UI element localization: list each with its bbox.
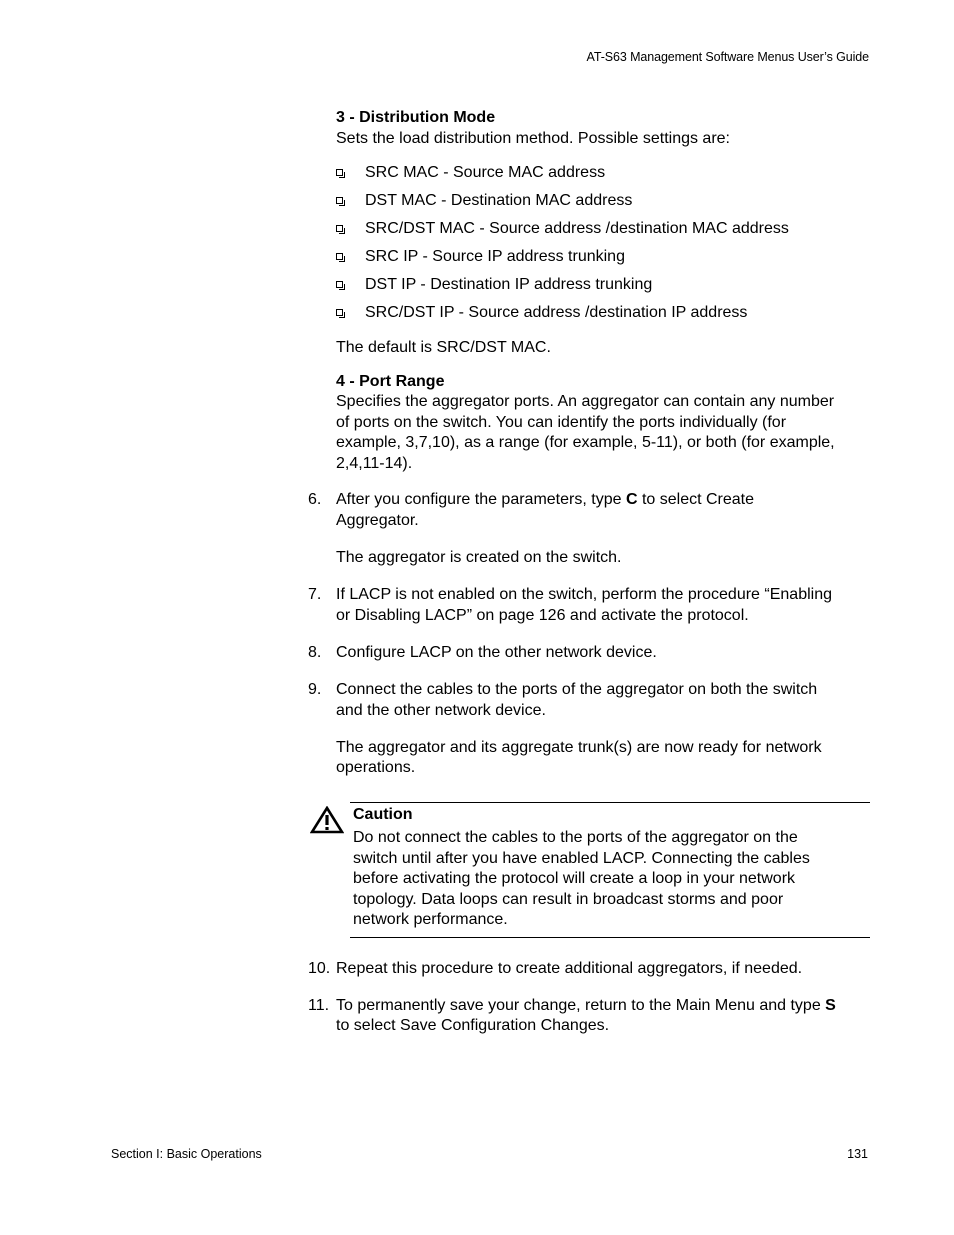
port-range-heading: 4 - Port Range bbox=[336, 373, 445, 390]
checkbox-bullet-icon bbox=[336, 225, 343, 232]
caution-title: Caution bbox=[353, 806, 413, 823]
step-11-line-2: to select Save Configuration Changes. bbox=[336, 1017, 610, 1034]
port-range-line: example, 3,7,10), as a range (for example, 5-11), or both (for example, bbox=[336, 434, 835, 451]
caution-line: before activating the protocol will create a loop in your network bbox=[353, 870, 796, 887]
step-number: 9. bbox=[308, 681, 322, 698]
step-number: 10. bbox=[308, 960, 331, 977]
step-10-line-1: Repeat this procedure to create additional aggregators, if needed. bbox=[336, 960, 803, 977]
step-6-line-2: Aggregator. bbox=[336, 512, 419, 529]
footer-section: Section I: Basic Operations bbox=[111, 1147, 262, 1161]
list-item-text: SRC MAC - Source MAC address bbox=[365, 164, 606, 181]
caution-line: Do not connect the cables to the ports of the aggregator on the bbox=[353, 829, 798, 846]
list-item-text: SRC/DST IP - Source address /destination IP address bbox=[365, 304, 748, 321]
port-range-line: Specifies the aggregator ports. An aggregator can contain any number bbox=[336, 393, 835, 410]
step-9-line-2: and the other network device. bbox=[336, 702, 546, 719]
list-item-text: DST IP - Destination IP address trunking bbox=[365, 276, 653, 293]
distribution-mode-intro: Sets the load distribution method. Possible settings are: bbox=[336, 130, 730, 147]
caution-line: topology. Data loops can result in broadcast storms and poor bbox=[353, 890, 784, 908]
footer-page-number: 131 bbox=[847, 1147, 868, 1161]
step-11-line-1 bbox=[336, 996, 871, 1017]
step-number: 8. bbox=[308, 644, 322, 661]
checkbox-bullet-icon bbox=[336, 281, 343, 288]
step-number: 7. bbox=[308, 586, 322, 603]
step-6-key: C bbox=[625, 491, 638, 508]
step-number: 6. bbox=[308, 491, 322, 508]
checkbox-bullet-icon bbox=[336, 169, 343, 176]
caution-top-rule bbox=[350, 802, 870, 803]
distribution-mode-heading: 3 - Distribution Mode bbox=[336, 109, 496, 126]
checkbox-bullet-icon bbox=[336, 197, 343, 204]
list-item-text: SRC/DST MAC - Source address /destination MAC address bbox=[365, 220, 789, 237]
caution-bottom-rule bbox=[350, 937, 870, 938]
step-11-text: To permanently save your change, return to the Main Menu and type bbox=[336, 997, 826, 1014]
step-6-line-1 bbox=[336, 490, 871, 511]
port-range-line: 2,4,11-14). bbox=[336, 454, 413, 472]
list-item-text: SRC IP - Source IP address trunking bbox=[365, 248, 625, 265]
step-8-line-1: Configure LACP on the other network device. bbox=[336, 644, 657, 661]
list-item-text: DST MAC - Destination MAC address bbox=[365, 192, 633, 209]
checkbox-bullet-icon bbox=[336, 253, 343, 260]
checkbox-bullet-icon bbox=[336, 309, 343, 316]
step-9-line-1: Connect the cables to the ports of the aggregator on both the switch bbox=[336, 681, 818, 698]
caution-line: network performance. bbox=[353, 911, 508, 928]
caution-line: switch until after you have enabled LACP. Connecting the cables bbox=[353, 849, 810, 867]
step-9-note-2: operations. bbox=[336, 759, 416, 776]
page-header-title: AT-S63 Management Software Menus User’s Guide bbox=[586, 50, 869, 64]
port-range-line: of ports on the switch. You can identify the ports individually (for bbox=[336, 413, 787, 431]
step-6-note: The aggregator is created on the switch. bbox=[336, 549, 622, 566]
step-11-key: S bbox=[825, 997, 836, 1014]
warning-triangle-icon bbox=[310, 806, 344, 834]
step-6-text: After you configure the parameters, type bbox=[336, 491, 626, 508]
step-6-text-end: to select Create bbox=[637, 491, 754, 508]
step-7-line-1: If LACP is not enabled on the switch, perform the procedure “Enabling bbox=[336, 586, 832, 603]
step-number: 11. bbox=[308, 997, 330, 1014]
distribution-default-text: The default is SRC/DST MAC. bbox=[336, 339, 551, 356]
step-9-note-1: The aggregator and its aggregate trunk(s) are now ready for network bbox=[336, 739, 822, 756]
step-7-line-2: or Disabling LACP” on page 126 and activate the protocol. bbox=[336, 607, 749, 624]
